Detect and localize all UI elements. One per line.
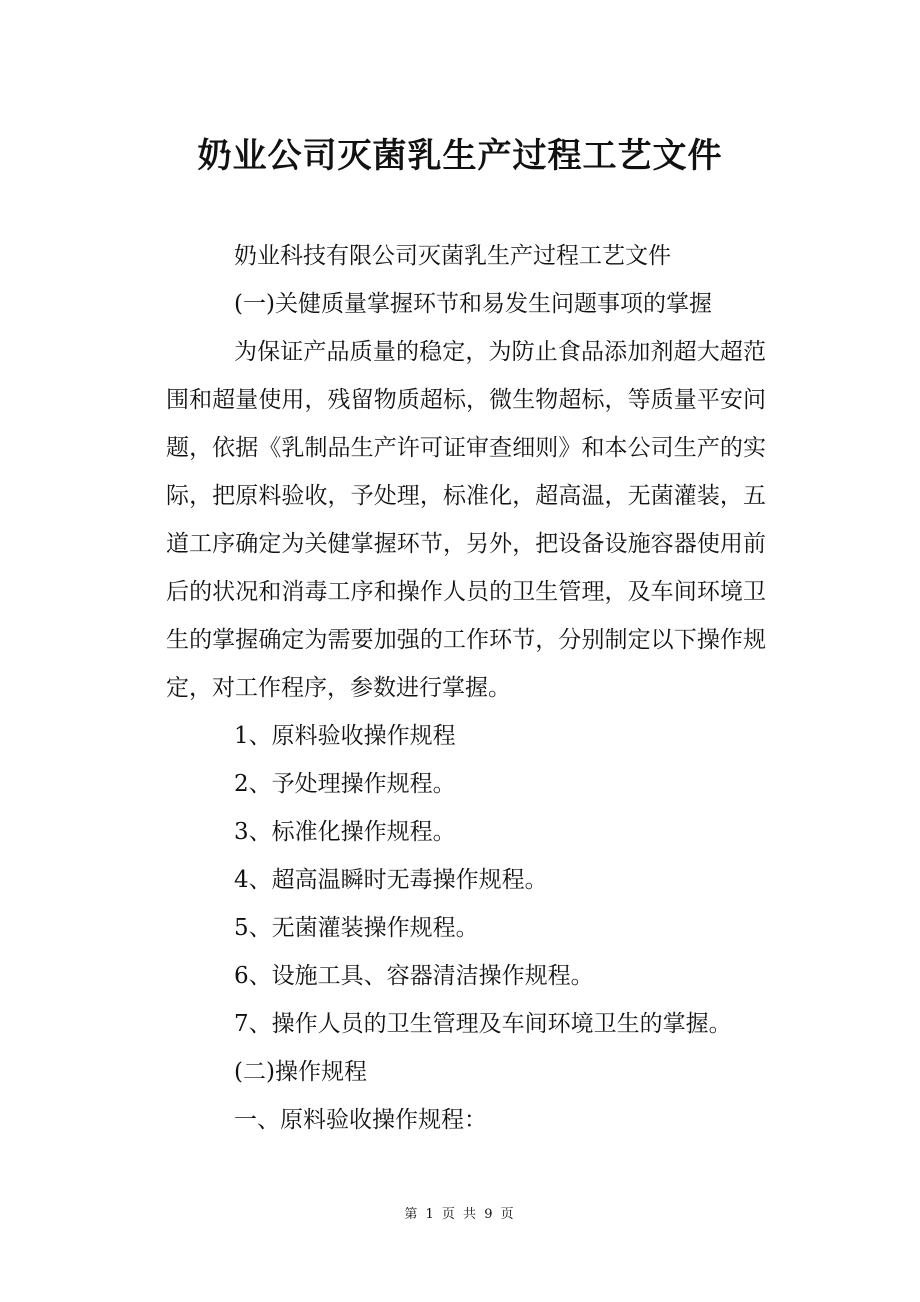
section-heading-1: (一)关健质量掌握环节和易发生问题事项的掌握 — [234, 291, 712, 317]
list-item: 1、原料验收操作规程 — [234, 723, 456, 749]
body-paragraph: 为保证产品质量的稳定，为防止食品添加剂超大超范围和超量使用，残留物质超标，微生物超标，等质量平安问题，依据《乳制品生产许可证审查细则》和本公司生产的实际，把原料验收，予处理，标准化，超高温，无菌灌装，五道工序确定为关健掌握环节，另外，把设备设施容器使用前后的状况和消毒工序和操作人员的卫生管理，及车间环境卫生的掌握确定为需要加强的工作环节，分别制定以下操作规定，对工作程序，参数进行掌握。 — [166, 339, 766, 701]
list-item: 5、无菌灌装操作规程。 — [234, 915, 479, 941]
list-item: 4、超高温瞬时无毒操作规程。 — [234, 867, 548, 893]
document-body — [166, 232, 766, 1144]
list-item: 3、标准化操作规程。 — [234, 819, 456, 845]
list-item: 7、操作人员的卫生管理及车间环境卫生的掌握。 — [234, 1011, 732, 1037]
subsection-heading: 一、原料验收操作规程： — [234, 1107, 487, 1133]
document-title: 奶业公司灭菌乳生产过程工艺文件 — [197, 136, 723, 176]
section-heading-2: (二)操作规程 — [234, 1059, 367, 1085]
subtitle: 奶业科技有限公司灭菌乳生产过程工艺文件 — [234, 243, 671, 269]
list-item: 2、予处理操作规程。 — [234, 771, 456, 797]
page-number-footer: 第 1 页 共 9 页 — [404, 1207, 516, 1222]
list-item: 6、设施工具、容器清洁操作规程。 — [234, 963, 594, 989]
